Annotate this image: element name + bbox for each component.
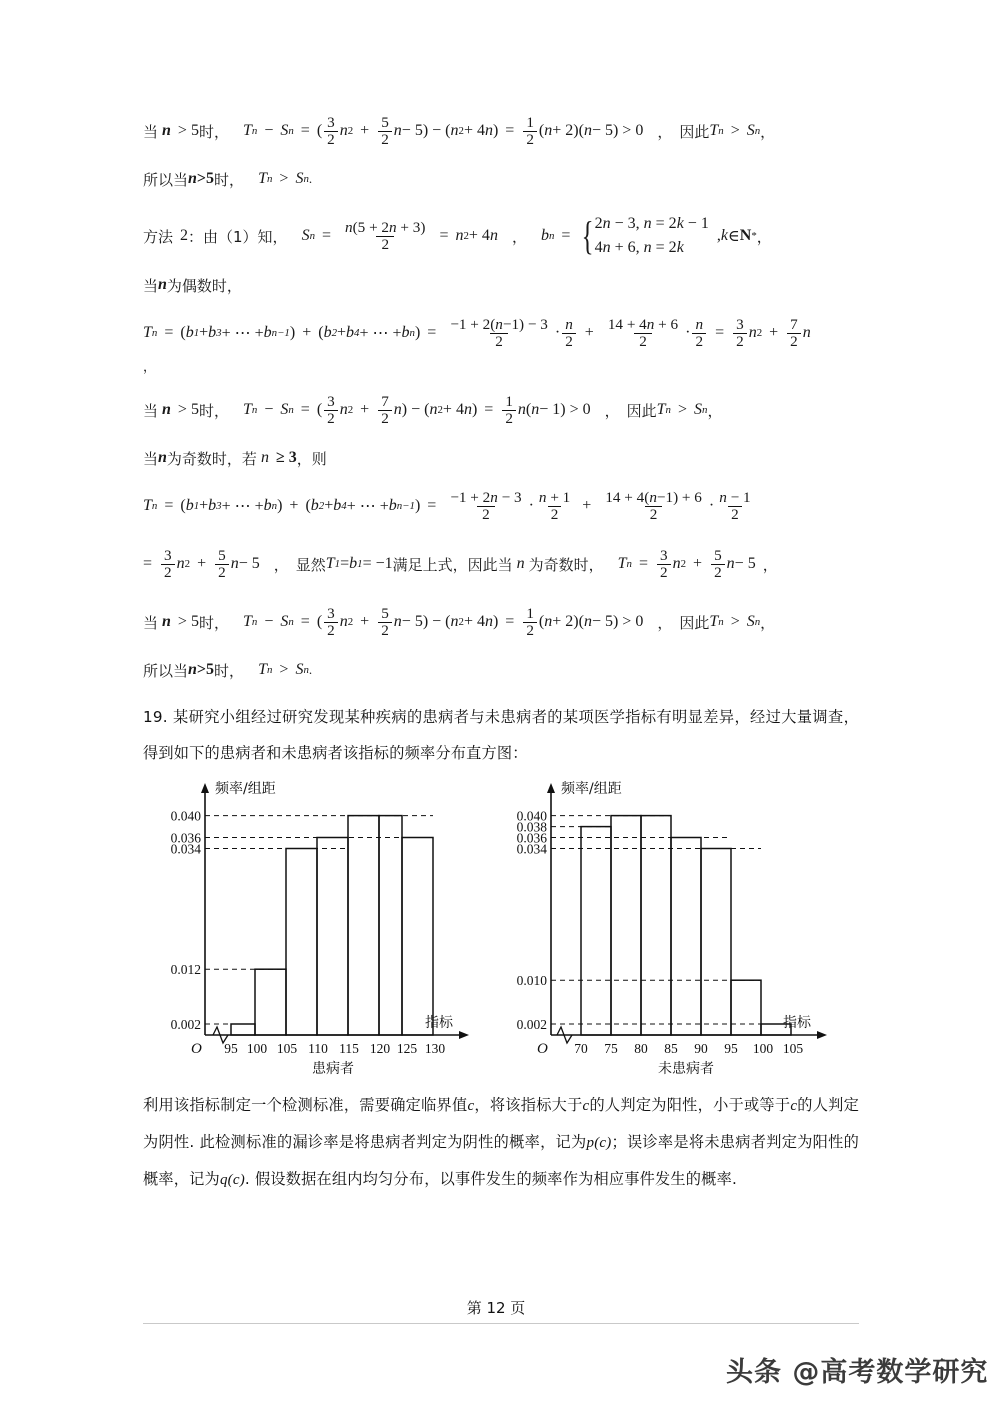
bar-95-100 — [231, 1024, 255, 1035]
xtick-95: 95 — [724, 1041, 738, 1056]
page-number: 第 12 页 — [466, 1299, 526, 1317]
xtick-90: 90 — [694, 1041, 708, 1056]
xtick-100: 100 — [752, 1041, 774, 1056]
origin-label: O — [191, 1041, 202, 1057]
math-final-compare: 当 n > 5 时， T n − S n = ( $\frac{3}{2}$ n 2 + $\frac{5}{2}$ n − 5) − ( n 2 + 4 n ) = $\frac{1}{2}$ ( n + 2)( n − 5) > 0 ， 因此 T n > S n ， — [143, 604, 776, 639]
criteria-text-b: ，将该指标大于 — [474, 1096, 583, 1114]
bar-95-100 — [731, 980, 761, 1035]
fraction-sn: $\frac{n(5 + 2n + 3)}{2}$ — [345, 218, 426, 253]
bar-110-115 — [317, 838, 348, 1036]
ytick-0034: 0.034 — [516, 841, 547, 857]
x-axis-arrow — [459, 1031, 469, 1039]
non-patients-histogram-svg — [501, 777, 859, 1077]
fraction-3-2e: $\frac{3}{2}$ — [657, 548, 671, 581]
fraction-7-2b: $\frac{7}{2}$ — [378, 394, 392, 427]
fraction-1-2b: $\frac{1}{2}$ — [502, 394, 516, 427]
bar-90-95 — [701, 849, 731, 1036]
fraction-n-2b: $\frac{n}{2}$ — [692, 317, 706, 350]
fraction-5-2d: $\frac{5}{2}$ — [378, 606, 392, 639]
y-tick-labels — [171, 809, 202, 1033]
math-final-line: 所以当 n >5 时， T n > S n . — [143, 661, 313, 680]
bar-85-90 — [671, 838, 701, 1036]
bar-105-110 — [286, 849, 317, 1036]
xtick-75: 75 — [604, 1041, 618, 1056]
y-axis-arrow — [201, 783, 209, 793]
bar-70-75 — [581, 827, 611, 1035]
x-tick-labels — [574, 1041, 803, 1056]
ytick-0036: 0.036 — [170, 830, 201, 846]
xtick-95: 95 — [224, 1041, 238, 1056]
function-qc: q(c) — [219, 1172, 245, 1188]
origin-label: O — [537, 1041, 548, 1057]
fraction-1-2: $\frac{1}{2}$ — [523, 115, 537, 148]
fraction-n1-2: $\frac{n + 1}{2}$ — [538, 488, 571, 523]
fraction-even-sum: $\frac{14 + 4n + 6}{2}$ — [607, 315, 679, 350]
chart-caption: 患病者 — [312, 1061, 354, 1077]
criteria-text-e: 的人判定为阴性. 此检测标准的漏诊率是将患病者判定为阴性的概率，记为 — [143, 1096, 859, 1151]
ytick-0012: 0.012 — [170, 962, 201, 978]
y-axis-arrow — [547, 783, 555, 793]
criteria-text-d: 的人判定为阳性，小于或等于 — [589, 1096, 791, 1114]
math-line-1: 当 n > 5 时， T n − S n = ( $\frac{3}{2}$ n 2 + $\frac{5}{2}$ n − 5) − ( n 2 + 4 n ) = $\frac{1}{2}$ ( n + 2)( n − 5) > 0 ， 因此 T n > S n ， — [143, 113, 776, 148]
bar-120-125 — [379, 816, 402, 1035]
fraction-1-2c: $\frac{1}{2}$ — [523, 606, 537, 639]
bar-125-130 — [402, 838, 433, 1036]
math-even-formula: T n = ( b 1 + b 3 + ⋯ + b n−1 ) + ( b 2 + b 4 + ⋯ + b n ) = $\frac{-1 + 2(n-1) - 3}{2}$ · $\frac{n}{2}$ + $\frac{14 + 4n + 6}{2}$ · $\frac{n}{2}$ = $\frac{3}{2}$ n 2 + $\frac{7}{2}$ n — [143, 315, 811, 350]
footer-divider — [143, 1323, 859, 1324]
xtick-120: 120 — [369, 1041, 391, 1056]
problem-19-criteria-text — [143, 1087, 859, 1198]
fraction-3-2: $\frac{3}{2}$ — [324, 115, 338, 148]
y-axis-label: 频率/组距 — [215, 781, 276, 797]
math-odd-formula: T n = ( b 1 + b 3 + ⋯ + b n ) + ( b 2 + b 4 + ⋯ + b n−1 ) = $\frac{-1 + 2n - 3}{2}$ · $\frac{n + 1}{2}$ + $\frac{14 + 4(n-1) + 6}{2}$ · $\frac{n - 1}{2}$ — [143, 483, 859, 529]
ytick-0040: 0.040 — [170, 808, 201, 824]
y-axis-label: 频率/组距 — [561, 781, 622, 797]
x-axis-arrow — [817, 1031, 827, 1039]
xtick-110: 110 — [308, 1041, 328, 1056]
problem-number: 19. — [143, 708, 168, 726]
math-line-2: 所以当 n >5 时， T n > S n . — [143, 170, 313, 189]
math-method-2: 方法 2 ：由（1）知， S n = $\frac{n(5 + 2n + 3)}{2}$ = n 2 + 4 n ， b n = { 2n − 3, n = 2k − 1 4n + 6, n = 2k , k ∈ N * ， — [143, 213, 772, 258]
bar-115-120 — [348, 816, 379, 1035]
non-patients-histogram — [501, 777, 859, 1082]
piecewise-bn: { 2n − 3, n = 2k − 1 4n + 6, n = 2k — [582, 213, 709, 258]
fraction-3-2d: $\frac{3}{2}$ — [161, 548, 175, 581]
watermark-text: 头条 @高考数学研究 — [726, 1357, 989, 1388]
patients-histogram — [143, 777, 483, 1082]
fraction-7-2: $\frac{7}{2}$ — [787, 317, 801, 350]
math-odd-result: = $\frac{3}{2}$ n 2 + $\frac{5}{2}$ n − 5 ， 显然 T 1 = b 1 = −1 满足上式，因此当 n 为奇数时， T n = $\frac{3}{2}$ n 2 + $\frac{5}{2}$ n − 5 ， — [143, 546, 778, 581]
xtick-70: 70 — [574, 1041, 588, 1056]
page-content — [143, 108, 859, 1198]
ytick-0036: 0.036 — [516, 830, 547, 846]
fraction-3-2c: $\frac{3}{2}$ — [324, 394, 338, 427]
xtick-80: 80 — [634, 1041, 648, 1056]
variable-c-1: c — [467, 1098, 475, 1114]
fraction-3-2f: $\frac{3}{2}$ — [324, 606, 338, 639]
histograms-figure — [143, 777, 859, 1077]
ytick-0038: 0.038 — [516, 819, 547, 835]
patients-histogram-svg — [143, 777, 483, 1077]
text-when-n-gt-5: 当 — [143, 122, 159, 141]
bar-100-105 — [255, 969, 286, 1035]
ytick-0040: 0.040 — [516, 808, 547, 824]
xtick-100: 100 — [246, 1041, 268, 1056]
xtick-125: 125 — [396, 1041, 418, 1056]
y-tick-labels — [517, 809, 548, 1033]
xtick-130: 130 — [424, 1041, 446, 1056]
variable-c-3: c — [790, 1098, 798, 1114]
variable-c-2: c — [582, 1098, 590, 1114]
ytick-0034: 0.034 — [170, 841, 201, 857]
problem-19-statement — [143, 699, 859, 771]
page-footer — [0, 1297, 992, 1318]
math-even-compare: 当 n > 5 时， T n − S n = ( $\frac{3}{2}$ n 2 + $\frac{7}{2}$ n ) − ( n 2 + 4 n ) = $\frac{1}{2}$ n ( n − 1) > 0 ， 因此 T n > S n ， — [143, 392, 723, 427]
xtick-105: 105 — [782, 1041, 804, 1056]
math-even-formula-comma: ， — [143, 360, 157, 375]
fraction-5-2c: $\frac{5}{2}$ — [711, 548, 725, 581]
criteria-text-g: . 假设数据在组内均匀分布，以事件发生的频率作为相应事件发生的概率. — [244, 1170, 737, 1188]
fraction-5-2b: $\frac{5}{2}$ — [215, 548, 229, 581]
x-axis-label: 指标 — [425, 1015, 453, 1031]
fraction-odd-sum2: $\frac{-1 + 2n - 3}{2}$ — [450, 488, 522, 523]
fraction-5-2: $\frac{5}{2}$ — [378, 115, 392, 148]
criteria-text-f: ；误诊率是将未患病者判定为阳性的概率，记为 — [143, 1133, 860, 1188]
ytick-0002: 0.002 — [170, 1017, 201, 1032]
math-odd-intro: 当 n 为奇数时，若 n ≥ 3 ，则 — [143, 449, 327, 468]
criteria-text-a: 利用该指标制定一个检测标准，需要确定临界值 — [143, 1096, 468, 1114]
math-even-intro: 当 n 为偶数时， — [143, 276, 242, 295]
xtick-85: 85 — [664, 1041, 678, 1056]
fraction-3-2b: $\frac{3}{2}$ — [733, 317, 747, 350]
fraction-even-sum2: $\frac{14 + 4(n-1) + 6}{2}$ — [605, 488, 702, 523]
function-pc: p(c) — [586, 1135, 612, 1151]
chart-caption: 未患病者 — [658, 1061, 714, 1077]
x-axis-label: 指标 — [783, 1015, 811, 1031]
fraction-n-2a: $\frac{n}{2}$ — [562, 317, 576, 350]
fraction-nm1-2: $\frac{n - 1}{2}$ — [719, 488, 751, 523]
problem-19-text-part1: 某研究小组经过研究发现某种疾病的患病者与未患病者的某项医学指标有明显差异，经过大量调查，得到如下的患病者和未患病者该指标的频率分布直方图： — [143, 708, 859, 762]
xtick-105: 105 — [276, 1041, 298, 1056]
xtick-115: 115 — [339, 1041, 359, 1056]
fraction-odd-sum: $\frac{-1 + 2(n-1) - 3}{2}$ — [450, 315, 548, 350]
ytick-0010: 0.010 — [516, 973, 547, 989]
ytick-0002: 0.002 — [516, 1017, 547, 1032]
x-tick-labels — [224, 1041, 445, 1056]
